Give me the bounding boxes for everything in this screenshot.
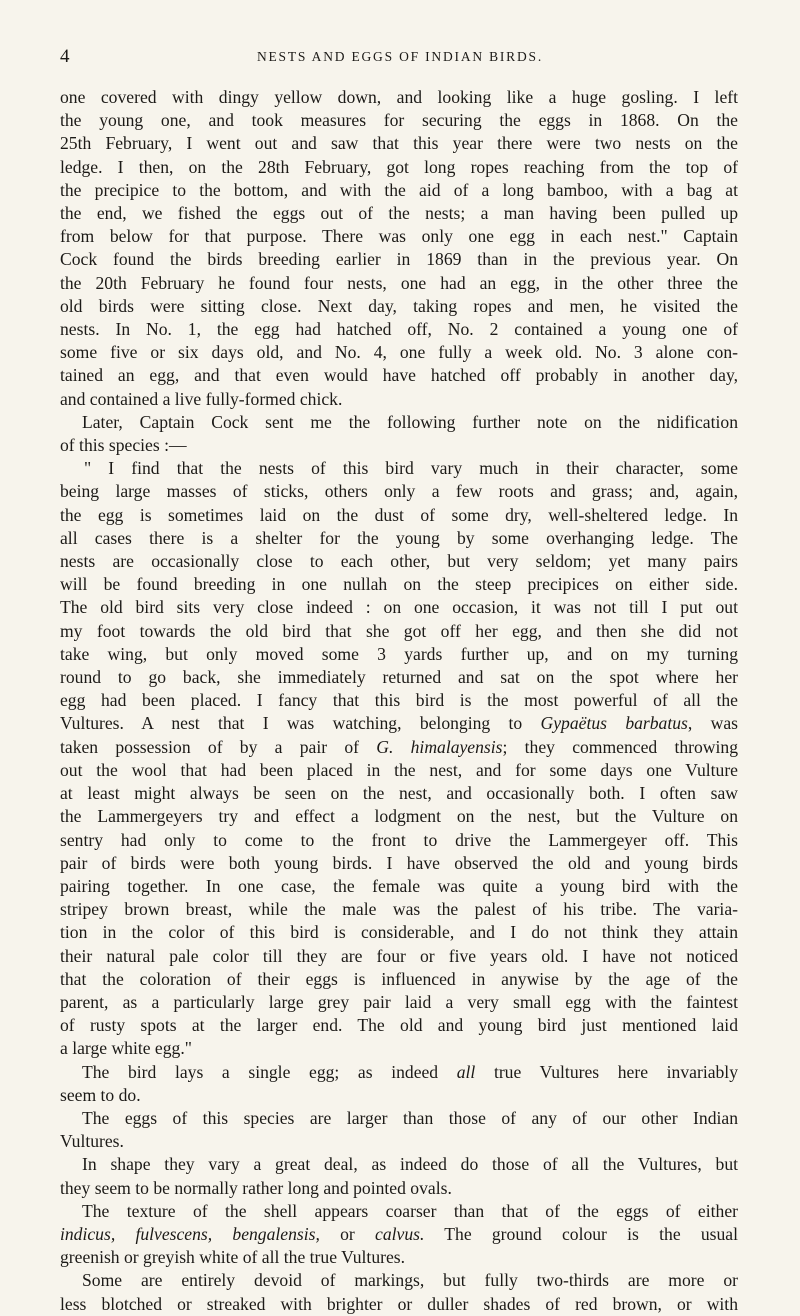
text-line: their natural pale color till they are four or five years old. I have not noticed (60, 945, 738, 966)
text-line: the Lammergeyers try and effect a lodgment on the nest, but the Vulture on (60, 806, 738, 827)
text-line: The bird lays a single egg; as indeed all true Vultures here invariably (82, 1061, 738, 1082)
text-line: pairing together. In one case, the female was quite a young bird with the (60, 875, 738, 896)
text-line: from below for that purpose. There was only one egg in each nest." Captain (60, 226, 738, 247)
text-line: tained an egg, and that even would have hatched off probably in another day, (60, 365, 738, 386)
text-line: being large masses of sticks, others only a few roots and grass; and, again, (60, 481, 738, 502)
species-name: Gypaëtus barbatus (540, 713, 688, 734)
text-line: the end, we fished the eggs out of the nests; a man having been pulled up (60, 203, 738, 224)
text-line: parent, as a particularly large grey pair laid a very small egg with the faintest (60, 991, 738, 1012)
text-line: stripey brown breast, while the male was the palest of his tribe. The varia- (60, 899, 738, 920)
page-header (60, 46, 740, 70)
text-line: my foot towards the old bird that she got off her egg, and then she did not (60, 620, 738, 641)
text-line: " I find that the nests of this bird vary much in their character, some (84, 458, 738, 479)
text-line: The eggs of this species are larger than those of any of our other Indian (82, 1107, 738, 1128)
text-line: and contained a live fully-formed chick. (60, 388, 343, 409)
text-line: nests are occasionally close to each other, but very seldom; yet many pairs (60, 551, 738, 572)
text-line: tion in the color of this bird is considerable, and I do not think they attain (60, 922, 738, 943)
text-line: In shape they vary a great deal, as indeed do those of all the Vultures, but (82, 1154, 738, 1175)
text-line: old birds were sitting close. Next day, taking ropes and men, he visited the (60, 295, 738, 316)
page-number: 4 (60, 46, 70, 67)
species-name: indicus, fulvescens, bengalensis, (60, 1223, 320, 1244)
text-line: 25th February, I went out and saw that this year there were two nests on the (60, 133, 738, 154)
text-line: out the wool that had been placed in the nest, and for some days one Vulture (60, 759, 738, 780)
text-line: the precipice to the bottom, and with the aid of a long bamboo, with a bag at (60, 179, 738, 200)
text-line: Vultures. (60, 1131, 124, 1152)
text-line: Some are entirely devoid of markings, but fully two-thirds are more or (82, 1270, 738, 1291)
text-line: The texture of the shell appears coarser than that of the eggs of either (82, 1200, 738, 1221)
text-line: a large white egg." (60, 1038, 192, 1059)
text-line: at least might always be seen on the nest, and occasionally both. I often saw (60, 783, 738, 804)
text-line: less blotched or streaked with brighter or duller shades of red brown, or with (60, 1293, 738, 1314)
text-line: greenish or greyish white of all the true Vultures. (60, 1247, 406, 1268)
emphasis: all (456, 1061, 476, 1082)
text-line: egg had been placed. I fancy that this bird is the most powerful of all the (60, 690, 738, 711)
text-line: the young one, and took measures for securing the eggs in 1868. On the (60, 110, 738, 131)
text-line: seem to do. (60, 1084, 141, 1105)
text-line: of this species :— (60, 435, 187, 456)
text-line: pair of birds were both young birds. I have observed the old and young birds (60, 852, 738, 873)
text-line: The old bird sits very close indeed : on one occasion, it was not till I put out (60, 597, 738, 618)
text-line: Cock found the birds breeding earlier in 1869 than in the previous year. On (60, 249, 738, 270)
species-name: G. himalayensis (376, 736, 503, 757)
text-line: taken possession of by a pair of G. himalayensis; they commenced throwing (60, 736, 738, 757)
text-line: indicus, fulvescens, bengalensis, or calvus. The ground colour is the usual (60, 1223, 739, 1244)
text-line: of rusty spots at the larger end. The old and young bird just mentioned laid (60, 1015, 738, 1036)
text-line: the 20th February he found four nests, one had an egg, in the other three the (60, 272, 738, 293)
text-line: ledge. I then, on the 28th February, got long ropes reaching from the top of (60, 156, 738, 177)
text-line: Later, Captain Cock sent me the following further note on the nidification (82, 411, 738, 432)
text-line: that the coloration of their eggs is influenced in anywise by the age of the (60, 968, 738, 989)
text-line: take wing, but only moved some 3 yards further up, and on my turning (60, 643, 738, 664)
text-line: all cases there is a shelter for the young by some overhanging ledge. The (60, 527, 738, 548)
text-line: some five or six days old, and No. 4, one fully a week old. No. 3 alone con- (60, 342, 738, 363)
body-text (60, 86, 738, 1316)
running-title: NESTS AND EGGS OF INDIAN BIRDS. (256, 49, 544, 64)
species-name: calvus. (375, 1223, 425, 1244)
text-line: one covered with dingy yellow down, and looking like a huge gosling. I left (60, 87, 738, 107)
text-line: will be found breeding in one nullah on the steep precipices on either side. (60, 574, 738, 595)
text-line: sentry had only to come to the front to drive the Lammergeyer off. This (60, 829, 738, 850)
text-line: they seem to be normally rather long and pointed ovals. (60, 1177, 452, 1198)
text-line: the egg is sometimes laid on the dust of some dry, well-sheltered ledge. In (60, 504, 738, 525)
text-line: round to go back, she immediately returned and sat on the spot where her (60, 667, 738, 688)
text-line: nests. In No. 1, the egg had hatched off, No. 2 contained a young one of (60, 319, 738, 340)
text-line: Vultures. A nest that I was watching, belonging to Gypaëtus barbatus, was (60, 713, 738, 734)
